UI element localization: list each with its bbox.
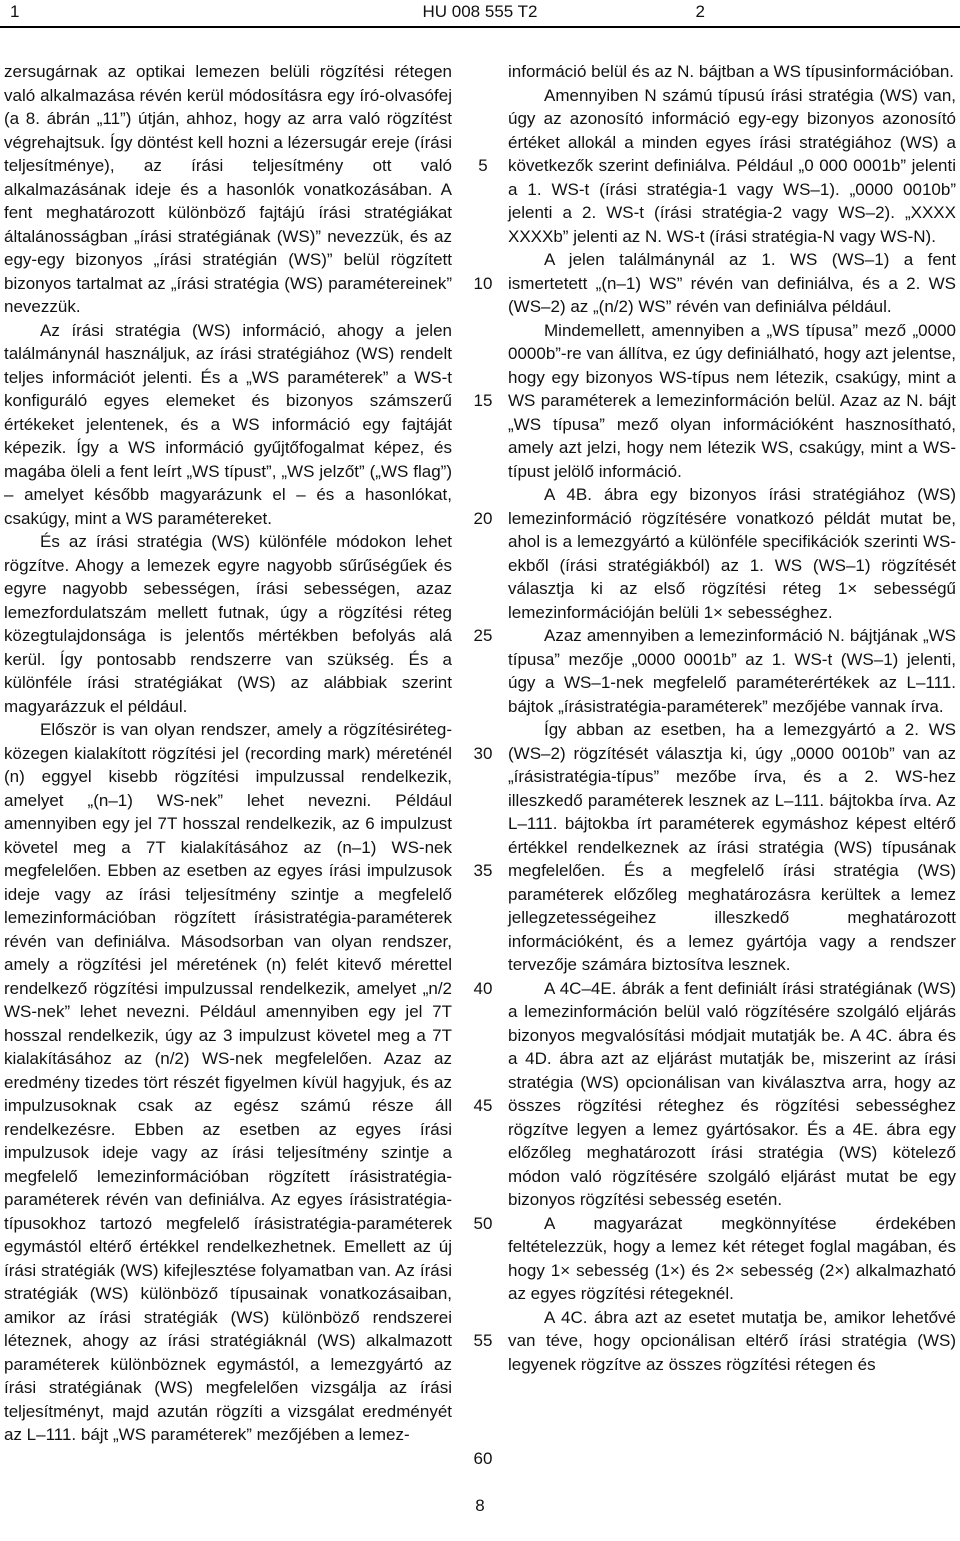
- page-number: 8: [475, 1496, 485, 1515]
- line-number: 5: [478, 156, 488, 175]
- line-number: 15: [473, 391, 493, 410]
- line-number: 50: [473, 1213, 493, 1233]
- right-paragraph: Azaz amennyiben a lemezinformáció N. bájtjának „WS típusa” mezője „0000 0001b” az 1. WS-t (WS–1) jelenti, úgy a WS–1-nek megfelelő paraméterértékek az L–111. bájtok „írásistratégia-paraméterek” mezőjébe vannak írva.: [508, 626, 956, 716]
- header-left-page-number: 1: [10, 2, 20, 21]
- right-column: [508, 60, 956, 1376]
- header-document-id: HU 008 555 T2: [422, 2, 538, 21]
- right-paragraph: A 4C. ábra azt az esetet mutatja be, amikor lehetővé van téve, hogy opcionálisan eltérő írási stratégia (WS) legyenek rögzítve az összes rögzítési rétegen és: [508, 1307, 956, 1374]
- line-number: 25: [473, 626, 493, 645]
- line-number: 60: [473, 1448, 493, 1468]
- line-number: 45: [473, 1096, 493, 1115]
- line-number: 35: [473, 861, 493, 880]
- left-paragraph: Az írási stratégia (WS) információ, ahogy a jelen találmánynál használjuk, az írási stratégiához (WS) rendelt teljes információt jelenti. És a „WS paraméterek” a WS-t konfiguráló egyes elemeket és bizonyos számszerű értékeket jelentenek, és a WS információ egy fajtáját képezik. Így a WS információ gyűjtőfogalmat képez, és magába öleli a fent leírt „WS típust”, „WS jelzőt” („WS flag”) – amelyet később magyarázunk el – és a hasonlókat, csakúgy, mint a WS paramétereket.: [4, 320, 452, 528]
- line-number: 55: [473, 1331, 493, 1350]
- line-number: 40: [473, 978, 493, 998]
- line-number: 30: [473, 743, 493, 763]
- right-paragraph: A 4C–4E. ábrák a fent definiált írási stratégiának (WS) a lemezinformáción belül való rögzítésére szolgáló eljárás bizonyos megvalósítási módjait mutatják be. A 4C. ábra és a 4D. ábra azt az eljárást mutatják be, miszerint az írási stratégia (WS) opcionálisan van kiválasztva arra, hogy az összes rögzítési réteghez és rögzítési sebességhez rögzítve legyen a lemez gyártósakor. És a 4E. ábra egy előzőleg meghatározott írási stratégia (WS) kötelező módon való rögzítésére szolgáló eljárást mutat be egy bizonyos rögzítési sebesség esetén.: [508, 978, 956, 1209]
- right-paragraph: Amennyiben N számú típusú írási stratégia (WS) van, úgy az azonosító információ egy-egy bizonyos azonosító értéket allokál a minden egyes írási stratégiához (WS) a következők szerint definiálva. Például „0 000 0001b” jelenti a 1. WS-t (írási stratégia-1 vagy WS–1). „0000 0010b” jelenti a 2. WS-t (írási stratégia-2 vagy WS–2). „XXXX XXXXb” jelenti az N. WS-t (írási stratégia-N vagy WS-N).: [508, 85, 956, 246]
- right-paragraph: információ belül és az N. bájtban a WS típusinformációban.: [508, 62, 955, 81]
- left-paragraph: zersugárnak az optikai lemezen belüli rögzítési rétegen való alkalmazása révén kerül módosításra egy író-olvasófej (a 8. ábrán „11”) útján, ahhoz, hogy az arra való rögzítést végrehajtsuk. Így döntést kell hozni a lézersugár ereje (írási teljesítménye), az írási teljesítmény ott való alkalmazásának ideje és a hasonlók vonatkozásában. A fent meghatározott különböző fajtájú írási stratégiákat általánosságban „írási stratégiának (WS)” nevezzük, és az egy-egy bizonyos „írási stratégián (WS)” belül rögzített bizonyos tartalmat az „írási stratégia (WS) paramétereinek” nevezzük.: [4, 62, 452, 316]
- right-paragraph: Így abban az esetben, ha a lemezgyártó a 2. WS (WS–2) rögzítését választja ki, úgy „0000 0010b” van az „írásistratégia-típus” mezőbe írva, és a 2. WS-hez illeszkedő paraméterek lesznek az L–111. bájtokba írva. Az L–111. bájtokba írt paraméterek egymáshoz képest eltérő értékkel rendelkeznek az írási stratégia (WS) típusának megfelelően. És a megfelelő írási stratégia (WS) paraméterek előzőleg meghatározásra kerültek a lemez jellegzetességeihez illeszkedő meghatározott információként, és a lemez gyártója vagy a rendszer tervezője számára biztosítva lesznek.: [508, 720, 956, 974]
- left-paragraph: És az írási stratégia (WS) különféle módokon lehet rögzítve. Ahogy a lemezek egyre nagyobb sűrűségűek és egyre nagyobb sebességen, írási sebességen, azaz lemezfordulatszám mellett futnak, úgy a rögzítési réteg közegtulajdonsága is jelentős mértékben befolyás alá kerül. Így pontosabb rendszerre van szükség. És a különféle írási stratégiákat (WS) az alábbiak szerint magyarázzuk el például.: [4, 532, 452, 716]
- page-header: [0, 0, 960, 28]
- left-paragraph: Először is van olyan rendszer, amely a rögzítésiréteg-közegen kialakított rögzítési jel (recording mark) méreténél (n) eggyel kisebb rögzítési impulzussal rendelkezik, amelyet „(n–1) WS-nek” lehet nevezni. Például amennyiben egy jel 7T hosszal rendelkezik, az 6 impulzust követel meg a 7T kialakításához az (n–1) WS-nek megfelelően. Ebben az esetben az egyes írási impulzusok ideje vagy az írási teljesítmény szintje a megfelelő lemezinformációban rögzített írásistratégia-paraméterek révén van definiálva. Másodsorban van olyan rendszer, amely a rögzítési jel méretének (n) felét kitevő mérettel rendelkező rögzítési impulzussal rendelkezik, amelyet „n/2 WS-nek” lehet nevezni. Például amennyiben egy jel 7T hosszal rendelkezik, úgy az 3 impulzust követel meg a 7T kialakításához az (n/2) WS-nek megfelelően. Azaz az eredmény tizedes tört részét figyelmen kívül hagyjuk, és az impulzusoknak csak az egész számú része áll rendelkezésre. Ebben az esetben az egyes írási impulzusok ideje vagy az írási teljesítmény szintje a megfelelő lemezinformációban rögzített írásistratégia-paraméterek révén van definiálva. Az egyes írásistratégia-típusokhoz tartozó megfelelő írásistratégia-paraméterek egymástól eltérő értékkel rendelkezhetnek. Emellett az új írási stratégiák (WS) kifejlesztése folyamatban van. Az írási stratégiák (WS) különböző típusainak vonatkozásaiban, amikor az írási stratégiák (WS) különböző rendszerei léteznek, ahogy az írási stratégiáknál (WS) alkalmazott paraméterek különböznek egymástól, a lemezgyártó az írási stratégiának (WS) megfelelően vizsgálja az írási teljesítményt, majd azután rögzíti a vizsgálat eredményét az L–111. bájt „WS paraméterek” mezőjében a lemez-: [4, 720, 452, 1444]
- right-paragraph: A magyarázat megkönnyítése érdekében feltételezzük, hogy a lemez két réteget foglal magában, és hogy 1× sebesség (1×) és 2× sebesség (2×) alkalmazható az egyes rögzítési rétegeknél.: [508, 1213, 956, 1303]
- header-right-page-number: 2: [695, 2, 705, 21]
- right-paragraph: A jelen találmánynál az 1. WS (WS–1) a fent ismertetett „(n–1) WS” révén van definiálva, és a 2. WS (WS–2) az „(n/2) WS” révén van definiálva például.: [508, 250, 956, 316]
- right-paragraph: A 4B. ábra egy bizonyos írási stratégiához (WS) lemezinformáció rögzítésére vonatkozó példát mutat be, ahol is a lemezgyártó a különféle specifikációk szerinti WS-ekből (írási stratégiákból) az 1. WS (WS–1) rögzítését választja ki az első rögzítési réteg 1× sebességű lemezinformációján belüli 1× sebességhez.: [508, 485, 956, 622]
- header-rule: [0, 26, 960, 28]
- line-number: 20: [473, 508, 493, 528]
- right-paragraph: Mindemellett, amennyiben a „WS típusa” mező „0000 0000b”-re van állítva, ez úgy definiálható, hogy azt jelentse, hogy egy bizonyos WS-típus nem létezik, csakúgy, mint a WS paraméterek a lemezinformáción belül. Azaz az N. bájt „WS típusa” mező olyan információként hasznosítható, amely azt jelzi, hogy nem létezik WS, csakúgy, mint a WS-típust jelölő információ.: [508, 320, 956, 481]
- left-column: [4, 60, 452, 1447]
- line-number: 10: [473, 273, 493, 293]
